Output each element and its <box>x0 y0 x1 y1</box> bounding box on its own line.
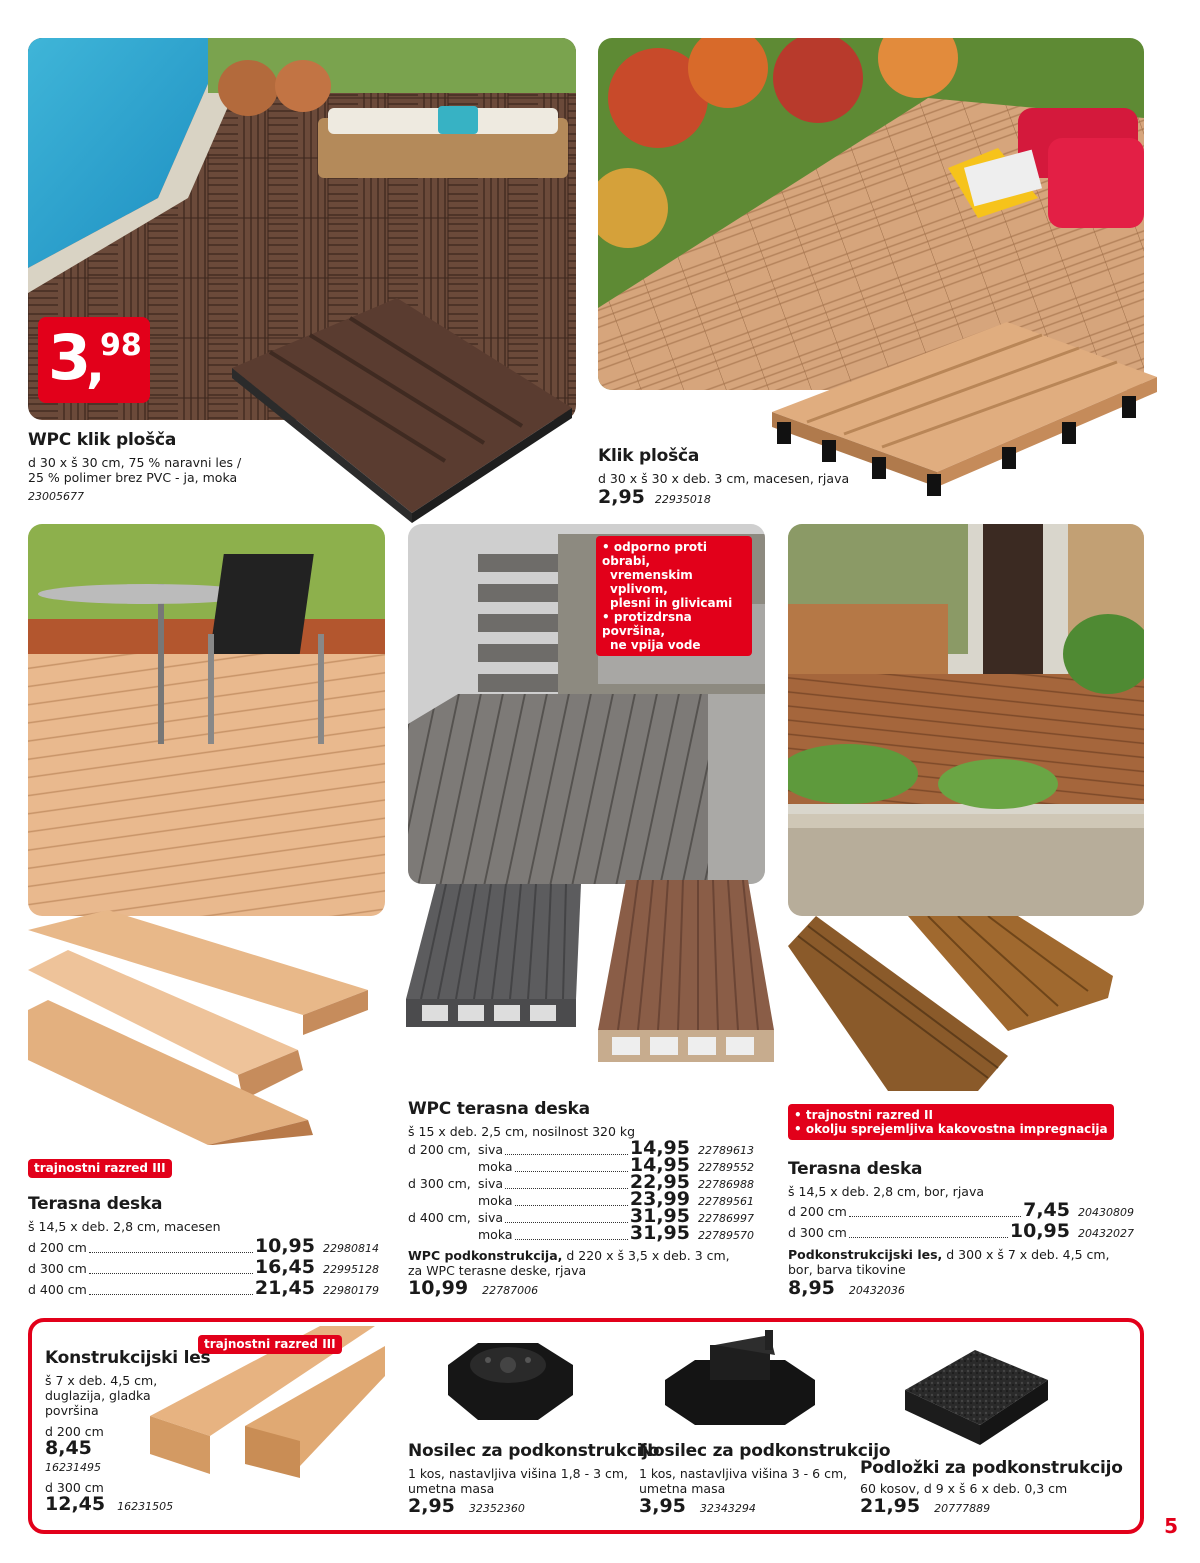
pine-benefits-box <box>788 1104 1114 1140</box>
wpc-tile-image <box>222 298 578 523</box>
pine-terrace-photo <box>788 524 1144 916</box>
larch-board-title: Terasna deska <box>28 1194 163 1214</box>
price-tag-comma: , <box>86 336 105 394</box>
larch-terrace-photo <box>28 524 385 916</box>
price-row <box>788 1199 1148 1221</box>
construction-timber-price2-row <box>45 1493 173 1515</box>
construction-timber-desc3: površina <box>45 1403 99 1418</box>
construction-timber-price2: 12,45 <box>45 1493 106 1515</box>
price-row-length: d 400 cm, <box>408 1210 471 1225</box>
pedestal-small-price-row <box>408 1495 525 1517</box>
larch-board-image <box>28 910 373 1145</box>
wpc-tile-code: 23005677 <box>28 490 84 503</box>
price-row-price: 23,99 <box>629 1188 690 1210</box>
price-row-price: 31,95 <box>629 1205 690 1227</box>
price-row-price: 10,95 <box>254 1235 315 1257</box>
wpc-benefit-line: vremenskim vplivom, <box>610 568 693 596</box>
pine-substructure-title: Podkonstrukcijski les, <box>788 1247 943 1262</box>
pine-substructure-price-row <box>788 1277 905 1299</box>
price-row <box>28 1277 393 1299</box>
price-row-length: d 200 cm <box>788 1204 847 1219</box>
larch-board-desc: š 14,5 x deb. 2,8 cm, macesen <box>28 1219 221 1234</box>
pine-benefit-line: • okolju sprejemljiva kakovostna impregnacija <box>794 1122 1108 1136</box>
wpc-deck-title: WPC terasna deska <box>408 1099 590 1119</box>
klik-tile-code: 22935018 <box>654 493 711 506</box>
price-tag <box>38 317 150 403</box>
price-row-price: 10,95 <box>1009 1220 1070 1242</box>
construction-durability-badge: trajnostni razred III <box>198 1335 342 1354</box>
price-row-code: 20432027 <box>1078 1227 1134 1240</box>
pedestal-small-image <box>428 1335 588 1430</box>
pedestal-large-image <box>655 1330 825 1430</box>
price-row-code: 22980179 <box>323 1284 379 1297</box>
price-row-leader <box>515 1239 628 1240</box>
price-row <box>788 1220 1148 1242</box>
construction-timber-price1: 8,45 <box>45 1437 92 1459</box>
pine-substructure-desc2: bor, barva tikovine <box>788 1262 906 1277</box>
price-row-color: moka <box>478 1159 513 1174</box>
wpc-tile-desc2: 25 % polimer brez PVC - ja, moka <box>28 470 238 485</box>
price-row-price: 14,95 <box>629 1154 690 1176</box>
wpc-deck-desc: š 15 x deb. 2,5 cm, nosilnost 320 kg <box>408 1124 636 1139</box>
pedestal-small-title: Nosilec za podkonstrukcijo <box>408 1441 660 1461</box>
wpc-benefit-line: • protizdrsna površina, <box>602 610 692 638</box>
pine-substructure-code: 20432036 <box>848 1284 905 1297</box>
price-row-leader <box>849 1216 1021 1217</box>
wpc-board-mocha-image <box>598 880 774 1065</box>
price-row-length: d 200 cm <box>28 1240 87 1255</box>
price-row-code: 22789552 <box>698 1161 754 1174</box>
price-row-color: moka <box>478 1193 513 1208</box>
pine-board-desc: š 14,5 x deb. 2,8 cm, bor, rjava <box>788 1184 985 1199</box>
construction-timber-desc1: š 7 x deb. 4,5 cm, <box>45 1373 158 1388</box>
price-row-code: 22789561 <box>698 1195 754 1208</box>
price-row-code: 22786997 <box>698 1212 754 1225</box>
wpc-tile-desc1: d 30 x š 30 cm, 75 % naravni les / <box>28 455 242 470</box>
wpc-substructure-title: WPC podkonstrukcija, <box>408 1248 563 1263</box>
page-number: 5 <box>1164 1514 1178 1538</box>
price-row-code: 22995128 <box>323 1263 379 1276</box>
price-row-price: 31,95 <box>629 1222 690 1244</box>
rubber-pad-price: 21,95 <box>860 1495 921 1517</box>
pedestal-large-code: 32343294 <box>699 1502 756 1515</box>
price-row-color: siva <box>478 1210 504 1225</box>
price-row-length: d 300 cm <box>788 1225 847 1240</box>
pedestal-small-code: 32352360 <box>468 1502 525 1515</box>
klik-tile-price: 2,95 <box>598 486 645 508</box>
price-row-price: 22,95 <box>629 1171 690 1193</box>
rubber-pad-image <box>900 1345 1050 1450</box>
wpc-substructure-desc <box>408 1248 730 1263</box>
wpc-substructure-dims: d 220 x š 3,5 x deb. 3 cm, <box>562 1248 730 1263</box>
price-row-leader <box>89 1273 253 1274</box>
wpc-benefits-box <box>596 536 752 656</box>
price-row-length: d 200 cm, <box>408 1142 471 1157</box>
price-row-length: d 300 cm, <box>408 1176 471 1191</box>
price-row-leader <box>89 1294 253 1295</box>
wpc-benefit-line: ne vpija vode <box>610 638 701 652</box>
wpc-substructure-desc2: za WPC terasne deske, rjava <box>408 1263 587 1278</box>
price-row-code: 22980814 <box>323 1242 379 1255</box>
larch-durability-badge: trajnostni razred III <box>28 1159 172 1178</box>
wpc-board-gray-image <box>406 884 581 1029</box>
wpc-benefit-line: plesni in glivicami <box>610 596 733 610</box>
price-row-code: 22789570 <box>698 1229 754 1242</box>
price-row-code: 22789613 <box>698 1144 754 1157</box>
price-row-length: d 300 cm <box>28 1261 87 1276</box>
wpc-benefit-line: • odporno proti obrabi, <box>602 540 707 568</box>
price-tag-cents: 98 <box>100 328 142 363</box>
rubber-pad-price-row <box>860 1495 990 1517</box>
wpc-substructure-price: 10,99 <box>408 1277 469 1299</box>
pine-benefit-line: • trajnostni razred II <box>794 1108 933 1122</box>
price-row-color: moka <box>478 1227 513 1242</box>
construction-timber-desc2: duglazija, gladka <box>45 1388 151 1403</box>
price-row <box>28 1235 393 1257</box>
price-row <box>28 1256 393 1278</box>
price-row-leader <box>849 1237 1008 1238</box>
pine-board-image <box>788 916 1114 1091</box>
construction-timber-title: Konstrukcijski les <box>45 1348 211 1368</box>
pedestal-large-title: Nosilec za podkonstrukcijo <box>639 1441 891 1461</box>
pedestal-large-price-row <box>639 1495 756 1517</box>
pedestal-small-desc2: umetna masa <box>408 1481 495 1496</box>
pine-substructure-price: 8,95 <box>788 1277 835 1299</box>
price-row-code: 20430809 <box>1078 1206 1134 1219</box>
rubber-pad-desc: 60 kosov, d 9 x š 6 x deb. 0,3 cm <box>860 1481 1068 1496</box>
price-row-price: 21,45 <box>254 1277 315 1299</box>
price-row-price: 16,45 <box>254 1256 315 1278</box>
price-row-price: 7,45 <box>1023 1199 1070 1221</box>
pine-substructure-desc <box>788 1247 1110 1262</box>
price-tag-main: 3 <box>48 321 92 394</box>
pedestal-small-price: 2,95 <box>408 1495 455 1517</box>
klik-tile-price-row <box>598 486 711 508</box>
pine-substructure-dims: d 300 x š 7 x deb. 4,5 cm, <box>942 1247 1110 1262</box>
pedestal-large-desc1: 1 kos, nastavljiva višina 3 - 6 cm, <box>639 1466 848 1481</box>
construction-timber-len2: d 300 cm <box>45 1480 104 1495</box>
rubber-pad-title: Podložki za podkonstrukcijo <box>860 1458 1123 1478</box>
wpc-substructure-code: 22787006 <box>482 1284 539 1297</box>
pedestal-large-desc2: umetna masa <box>639 1481 726 1496</box>
price-row <box>408 1222 768 1244</box>
klik-tile-desc: d 30 x š 30 x deb. 3 cm, macesen, rjava <box>598 471 850 486</box>
price-row-price: 14,95 <box>629 1137 690 1159</box>
price-row-length: d 400 cm <box>28 1282 87 1297</box>
price-row-code: 22786988 <box>698 1178 754 1191</box>
pine-board-title: Terasna deska <box>788 1159 923 1179</box>
construction-timber-len1: d 200 cm <box>45 1424 104 1439</box>
pedestal-small-desc1: 1 kos, nastavljiva višina 1,8 - 3 cm, <box>408 1466 629 1481</box>
construction-timber-code2: 16231505 <box>117 1500 174 1513</box>
klik-tile-title: Klik plošča <box>598 446 700 466</box>
wpc-substructure-price-row <box>408 1277 538 1299</box>
price-row-color: siva <box>478 1176 504 1191</box>
rubber-pad-code: 20777889 <box>934 1502 991 1515</box>
pedestal-large-price: 3,95 <box>639 1495 686 1517</box>
price-row-leader <box>89 1252 253 1253</box>
construction-timber-code1: 16231495 <box>45 1461 101 1474</box>
wpc-tile-title: WPC klik plošča <box>28 430 177 450</box>
price-row-color: siva <box>478 1142 504 1157</box>
